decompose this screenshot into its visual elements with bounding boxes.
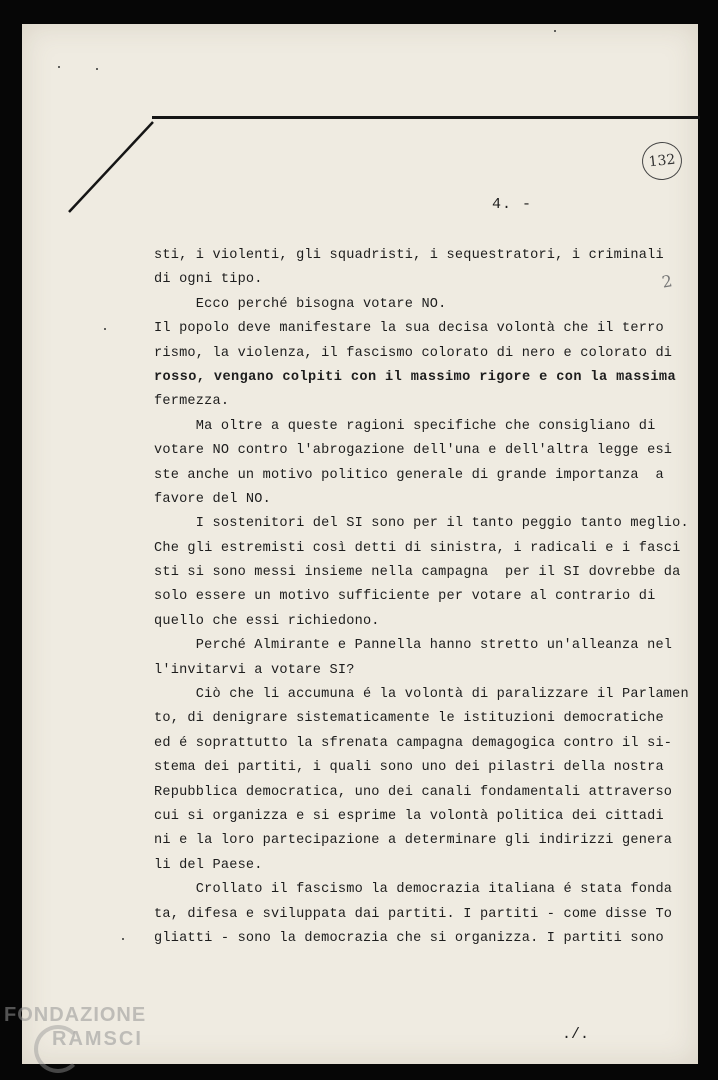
paper-speck	[554, 30, 556, 32]
typed-body-text	[154, 244, 694, 951]
text-line: favore del NO.	[154, 491, 272, 507]
text-line: di ogni tipo.	[154, 272, 263, 288]
watermark-line2: RAMSCI	[52, 1028, 143, 1050]
paper-speck	[96, 68, 98, 70]
text-line: rismo, la violenza, il fascismo colorato di nero e colorato di	[154, 345, 673, 361]
watermark-g-icon	[34, 1025, 82, 1073]
watermark-line1: FONDAZIONE	[4, 1004, 147, 1026]
text-line: fermezza.	[154, 394, 230, 410]
text-line: solo essere un motivo sufficiente per votare al contrario di	[154, 589, 656, 605]
text-line: l'invitarvi a votare SI?	[154, 662, 355, 678]
text-line: sti, i violenti, gli squadristi, i sequestratori, i criminali	[154, 248, 664, 263]
text-line: Repubblica democratica, uno dei canali fondamentali attraverso	[154, 784, 673, 800]
text-line: cui si organizza e si esprime la volontà politica dei cittadi	[154, 808, 664, 824]
paper-speck	[122, 938, 124, 940]
document-page	[22, 24, 698, 1064]
text-line: ni e la loro partecipazione a determinare gli indirizzi genera	[154, 833, 673, 849]
text-line: ste anche un motivo politico generale di grande importanza a	[154, 467, 664, 483]
text-line: ta, difesa e sviluppata dai partiti. I partiti - come disse To	[154, 906, 673, 922]
corner-fold-line	[67, 120, 157, 215]
text-line: gliatti - sono la democrazia che si organizza. I partiti sono	[154, 930, 664, 946]
text-line: rosso, vengano colpiti con il massimo rigore e con la massima	[154, 369, 677, 385]
watermark-logo	[4, 1003, 146, 1051]
paper-speck	[104, 328, 106, 330]
text-line: votare NO contro l'abrogazione dell'una e dell'altra legge esi	[154, 443, 673, 459]
paper-speck	[58, 66, 60, 68]
page-number: 4. -	[492, 196, 533, 213]
text-line: Che gli estremisti così detti di sinistra, i radicali e i fasci	[154, 540, 681, 556]
text-line: Crollato il fascismo la democrazia italiana é stata fonda	[154, 882, 673, 898]
text-line: li del Paese.	[154, 857, 263, 873]
archive-stamp: 132	[640, 140, 684, 182]
text-line: Ecco perché bisogna votare NO.	[154, 296, 447, 312]
text-line: Ma oltre a queste ragioni specifiche che consigliano di	[154, 418, 656, 434]
text-line: Perché Almirante e Pannella hanno stretto un'alleanza nel	[154, 638, 673, 654]
text-line: to, di denigrare sistematicamente le istituzioni democratiche	[154, 711, 664, 727]
text-line: I sostenitori del SI sono per il tanto peggio tanto meglio.	[154, 516, 689, 532]
header-rule	[152, 116, 700, 119]
continuation-mark: ./.	[562, 1026, 590, 1043]
margin-annotation: 2	[660, 271, 674, 292]
text-line: ed é soprattutto la sfrenata campagna demagogica contro il si-	[154, 735, 673, 751]
text-line: sti si sono messi insieme nella campagna per il SI dovrebbe da	[154, 565, 681, 581]
text-line: Il popolo deve manifestare la sua decisa volontà che il terro	[154, 321, 664, 337]
text-line: stema dei partiti, i quali sono uno dei pilastri della nostra	[154, 760, 664, 776]
text-line: Ciò che li accumuna é la volontà di paralizzare il Parlamen	[154, 687, 689, 703]
text-line: quello che essi richiedono.	[154, 613, 380, 629]
